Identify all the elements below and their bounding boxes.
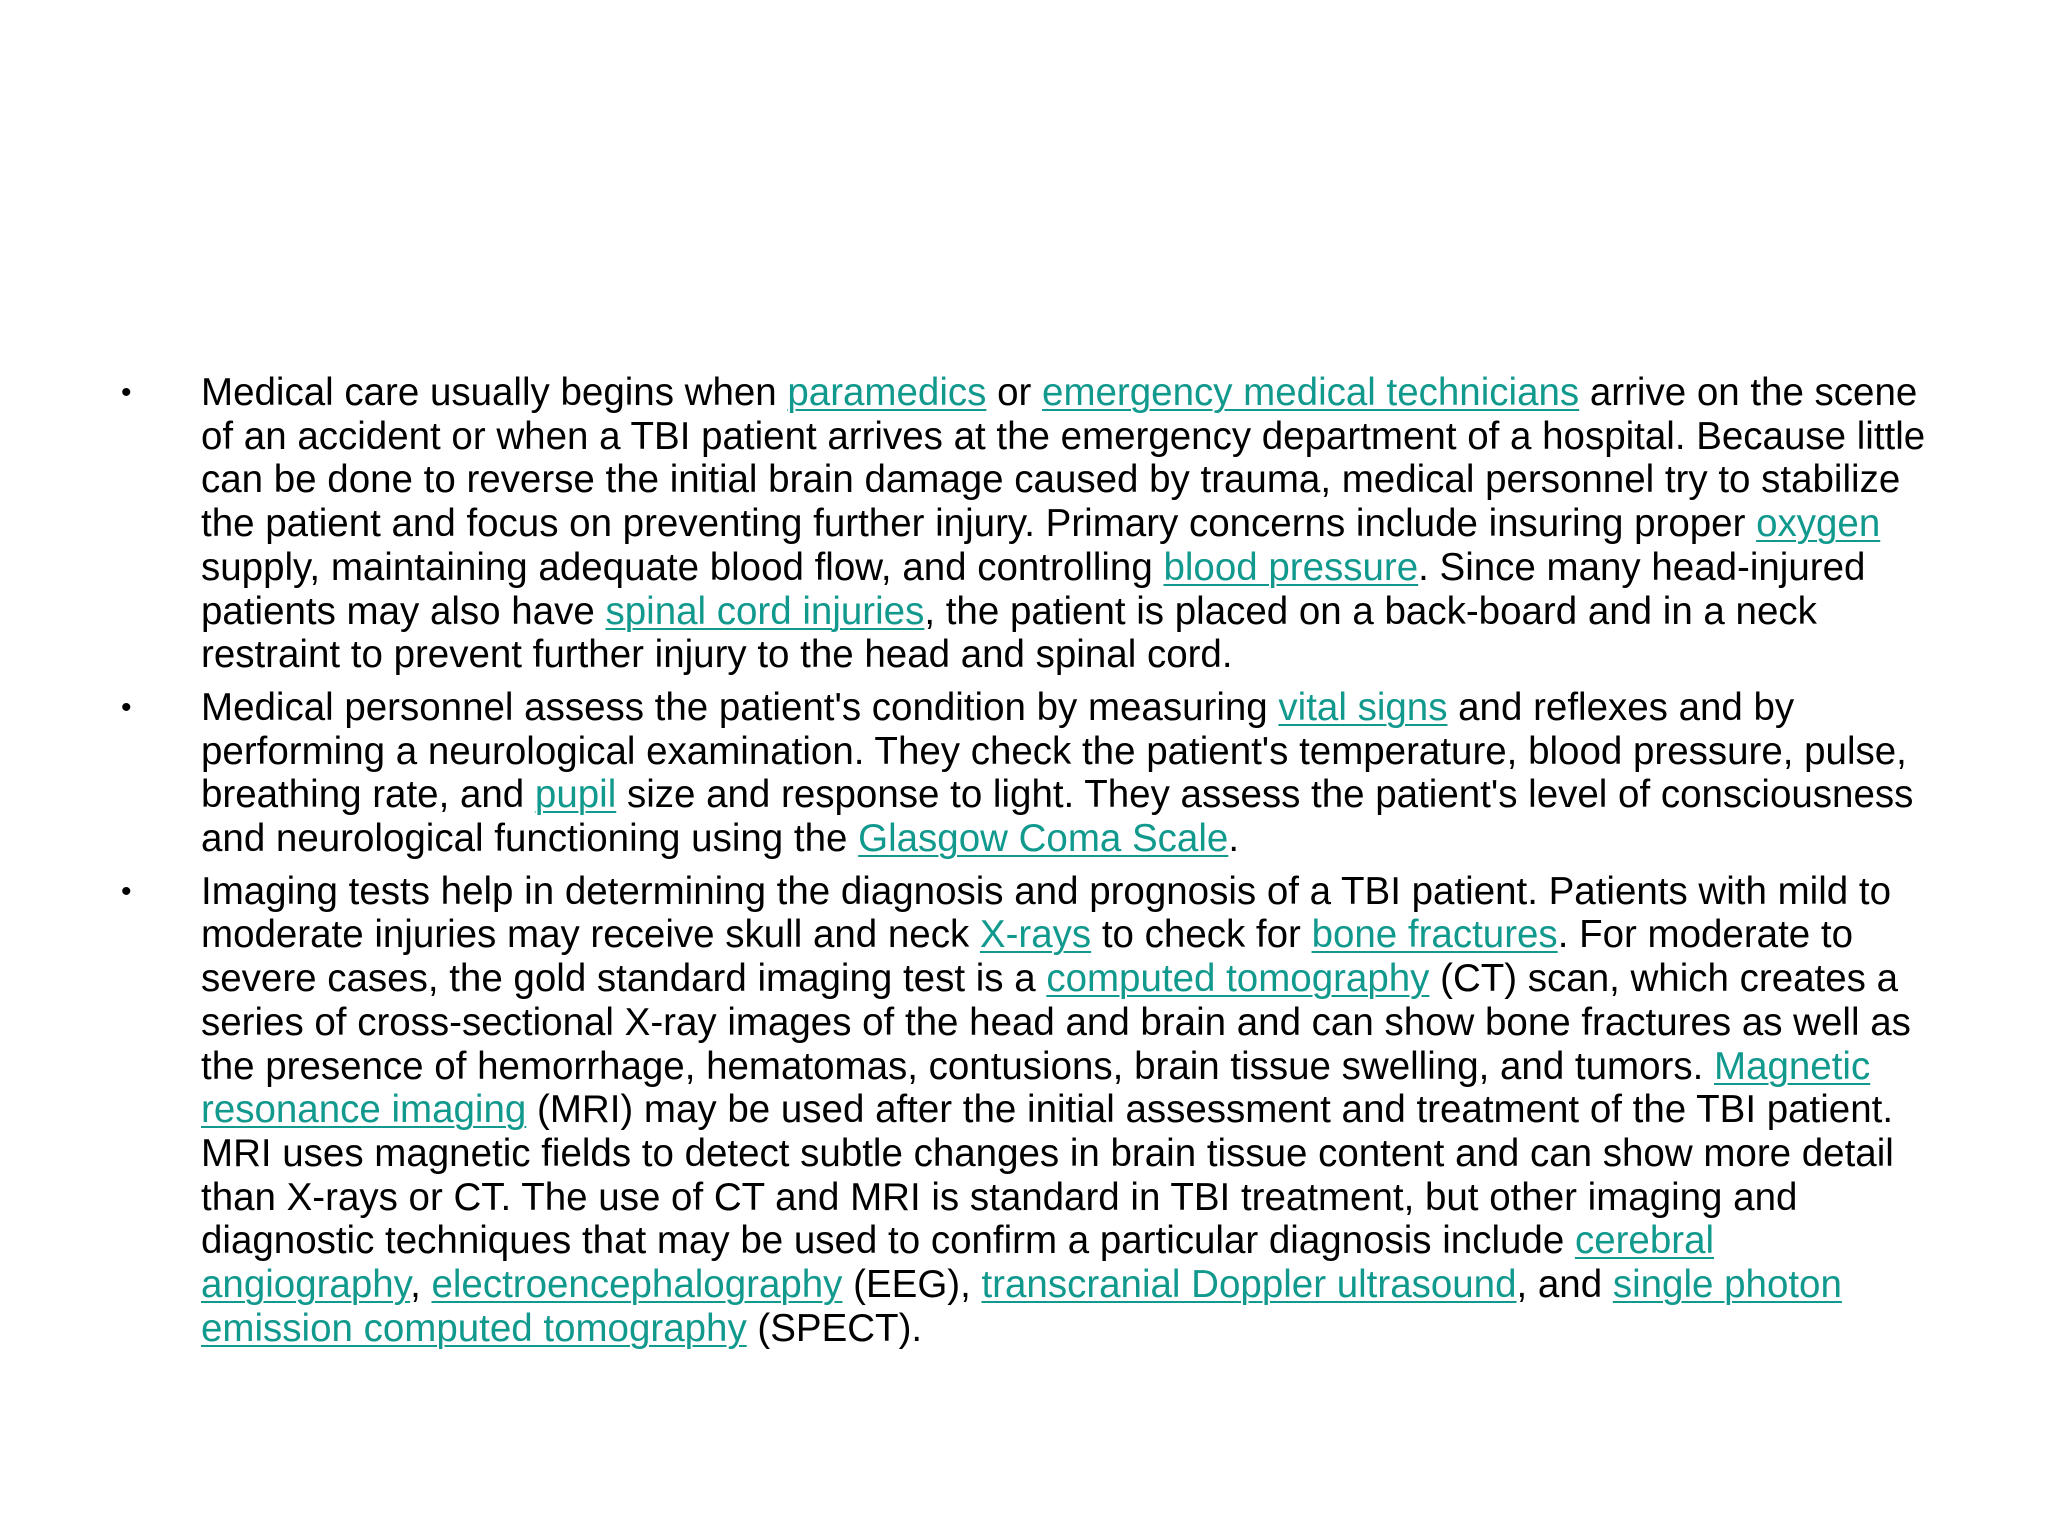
text-run: and reflexes and by performing a neurological examination. They check the patient's temperature, blood pressure, pulse, breathing rate, and [201,685,1907,817]
text-run: . [1228,817,1240,861]
text-run: Medical personnel assess the patient's condition by measuring [201,685,1279,729]
bullet-text [201,371,1925,676]
text-run: (MRI) may be used after the initial assessment and treatment of the TBI patient. MRI uses magnetic fields to detect subtle changes in brain tissue content and can show more detail than X-rays or CT. The use of CT and MRI is standard in TBI treatment, but other imaging and diagnostic techniques that may be used to confirm a particular diagnosis include [201,1088,1894,1263]
bullet-item [121,686,1931,861]
hyperlink[interactable]: bone fractures [1311,913,1558,957]
hyperlink[interactable]: pupil [534,773,617,817]
text-run: , the patient is placed on a back-board and in a neck restraint to prevent further injury to the head and spinal cord. [201,589,1817,677]
text-run: (EEG), [842,1263,982,1307]
slide-body [121,371,1931,1359]
bullet-marker: • [121,690,132,724]
hyperlink[interactable]: single photon emission computed tomography [201,1263,1842,1350]
hyperlink[interactable]: transcranial Doppler ultrasound [981,1263,1517,1307]
text-run: (CT) scan, which creates a series of cross-sectional X-ray images of the head and brain and can show bone fractures as well as the presence of hemorrhage, hematomas, contusions, brain tissue swelling, and tumors. [201,957,1911,1088]
hyperlink[interactable]: X-rays [979,913,1092,957]
hyperlink[interactable]: computed tomography [1046,957,1430,1001]
hyperlink[interactable]: paramedics [787,371,987,414]
hyperlink[interactable]: blood pressure [1163,545,1419,589]
text-run: Medical care usually begins when [201,371,788,414]
text-run: (SPECT). [746,1306,923,1350]
text-run: size and response to light. They assess the patient's level of consciousness and neurological functioning using the [201,773,1914,861]
text-run: , [410,1263,432,1307]
bullet-text [201,870,1911,1350]
bullet-marker: • [121,376,132,409]
hyperlink[interactable]: electroencephalography [431,1263,843,1307]
hyperlink[interactable]: spinal cord injuries [605,589,925,633]
hyperlink[interactable]: Magnetic resonance imaging [201,1044,1871,1132]
text-run: or [986,371,1043,414]
bullet-item [121,371,1931,677]
text-run: supply, maintaining adequate blood flow, and controlling [201,545,1164,589]
bullet-item [121,870,1931,1351]
bullet-text [201,686,1913,860]
text-run: . Since many head-injured patients may also have [201,545,1866,633]
text-run: Imaging tests help in determining the diagnosis and prognosis of a TBI patient. Patients with mild to moderate injuries may receive skull and neck [201,869,1891,957]
text-run: . For moderate to severe cases, the gold standard imaging test is a [201,913,1853,1001]
text-run: , and [1516,1263,1613,1307]
hyperlink[interactable]: oxygen [1756,502,1881,546]
text-run: arrive on the scene of an accident or when a TBI patient arrives at the emergency department of a hospital. Because little can be done to reverse the initial brain damage caused by trauma, medical personnel try to stabilize the patient and focus on preventing further injury. Primary concerns include insuring proper [201,371,1926,546]
hyperlink[interactable]: cerebral angiography [201,1219,1715,1307]
hyperlink[interactable]: Glasgow Coma Scale [858,817,1229,861]
text-run: to check for [1091,913,1312,957]
bullet-marker: • [121,874,132,908]
hyperlink[interactable]: vital signs [1278,685,1448,729]
hyperlink[interactable]: emergency medical technicians [1042,371,1580,414]
